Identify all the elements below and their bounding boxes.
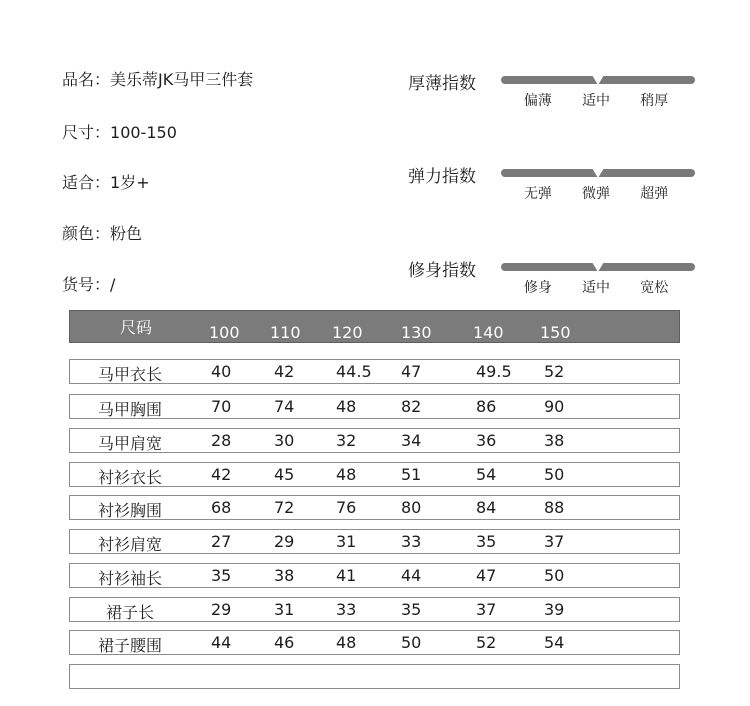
table-cell: 36 [476,431,497,450]
index-title: 弹力指数 [408,167,476,187]
table-cell: 50 [401,633,422,652]
table-cell: 35 [401,600,422,619]
table-cell: 38 [274,566,295,585]
info-value: 美乐蒂JK马甲三件套 [110,70,254,89]
table-row [69,359,680,384]
info-product-name [62,67,253,90]
table-cell: 72 [274,498,295,517]
table-cell: 28 [211,431,232,450]
thickness-index [408,69,708,119]
index-title: 修身指数 [408,261,476,281]
table-cell: 35 [476,532,497,551]
table-cell: 30 [274,431,295,450]
table-cell: 90 [544,397,565,416]
table-cell: 37 [476,600,497,619]
table-row [69,529,680,554]
table-cell: 27 [211,532,232,551]
header-size: 140 [473,323,504,342]
index-title: 厚薄指数 [408,74,476,94]
scale-pointer-icon [592,262,604,272]
table-cell: 29 [211,600,232,619]
table-row [69,597,680,622]
table-cell: 82 [401,397,422,416]
info-value: 1岁+ [110,173,150,192]
table-cell: 49.5 [476,362,512,381]
elasticity-index [408,162,708,212]
table-cell: 88 [544,498,565,517]
table-cell: 33 [401,532,422,551]
table-cell: 44.5 [336,362,372,381]
table-cell: 54 [476,465,497,484]
table-cell: 45 [274,465,295,484]
table-cell: 31 [336,532,357,551]
info-color [62,221,142,244]
table-cell: 46 [274,633,295,652]
table-cell: 52 [476,633,497,652]
table-cell: 38 [544,431,565,450]
table-cell: 80 [401,498,422,517]
table-cell: 35 [211,566,232,585]
table-cell: 44 [211,633,232,652]
table-cell: 48 [336,397,357,416]
table-cell: 44 [401,566,422,585]
scale-label-mid: 适中 [582,280,611,296]
header-size-label: 尺码 [120,318,153,337]
table-cell: 37 [544,532,565,551]
row-label: 衬衫衣长 [97,468,162,487]
table-cell: 50 [544,566,565,585]
info-value: / [110,275,116,294]
header-size: 100 [209,323,240,342]
table-cell: 48 [336,633,357,652]
info-item-number [62,272,115,295]
info-age [62,170,150,193]
header-size: 120 [332,323,363,342]
fit-index [408,256,708,306]
scale-label-low: 修身 [523,280,552,296]
table-cell: 70 [211,397,232,416]
scale-label-low: 偏薄 [523,93,552,109]
table-cell: 84 [476,498,497,517]
row-label: 裙子长 [105,603,154,622]
table-row [69,630,680,655]
table-cell: 52 [544,362,565,381]
table-cell: 50 [544,465,565,484]
table-cell: 42 [211,465,232,484]
scale-labels [501,90,695,110]
table-row [69,495,680,520]
table-cell: 68 [211,498,232,517]
row-label: 马甲胸围 [97,400,162,419]
table-row [69,428,680,453]
table-cell: 32 [336,431,357,450]
header-size: 130 [401,323,432,342]
row-label: 衬衫肩宽 [97,535,162,554]
scale-label-high: 稍厚 [640,93,669,109]
info-value: 粉色 [110,224,143,243]
table-cell: 33 [336,600,357,619]
table-row [69,664,680,689]
info-label: 货号： [62,275,111,294]
row-label: 马甲衣长 [97,365,162,384]
table-cell: 41 [336,566,357,585]
table-cell: 51 [401,465,422,484]
scale-label-mid: 微弹 [582,186,611,202]
header-size: 150 [540,323,571,342]
table-cell: 76 [336,498,357,517]
info-label: 适合： [62,173,111,192]
table-cell: 34 [401,431,422,450]
table-row [69,394,680,419]
table-cell: 42 [274,362,295,381]
scale-labels [501,183,695,203]
row-label: 衬衫袖长 [97,569,162,588]
scale-label-low: 无弹 [523,186,552,202]
table-row [69,563,680,588]
table-cell: 47 [401,362,422,381]
scale-label-high: 超弹 [640,186,669,202]
table-cell: 40 [211,362,232,381]
table-cell: 74 [274,397,295,416]
row-label: 马甲肩宽 [97,434,162,453]
info-label: 尺寸： [62,123,111,142]
table-cell: 39 [544,600,565,619]
header-size: 110 [270,323,301,342]
table-cell: 29 [274,532,295,551]
table-header [69,310,680,343]
row-label: 衬衫胸围 [97,501,162,520]
scale-labels [501,277,695,297]
table-cell: 47 [476,566,497,585]
info-label: 品名： [62,70,111,89]
info-value: 100-150 [110,123,177,142]
table-cell: 54 [544,633,565,652]
table-row [69,462,680,487]
scale-label-mid: 适中 [582,93,611,109]
scale-label-high: 宽松 [640,280,669,296]
scale-pointer-icon [592,75,604,85]
table-cell: 31 [274,600,295,619]
table-cell: 86 [476,397,497,416]
row-label: 裙子腰围 [97,636,162,655]
info-size [62,120,177,143]
scale-pointer-icon [592,168,604,178]
info-label: 颜色： [62,224,111,243]
table-cell: 48 [336,465,357,484]
